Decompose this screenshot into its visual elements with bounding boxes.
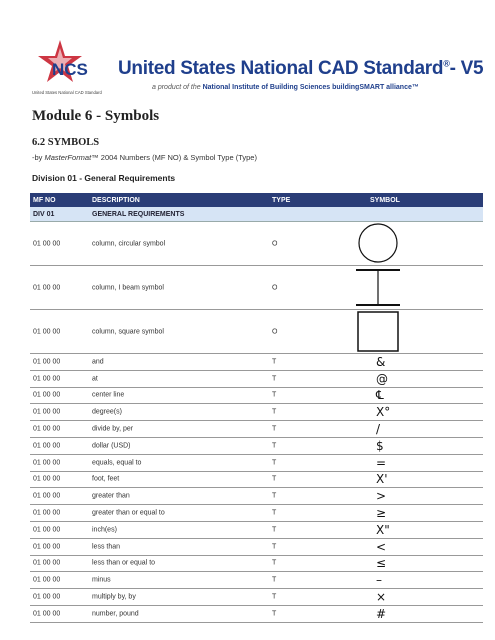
symbol-glyph: $ bbox=[376, 438, 384, 453]
type-cell: T bbox=[272, 358, 277, 366]
type-cell: T bbox=[272, 509, 277, 517]
table-row bbox=[30, 556, 483, 573]
table-row bbox=[30, 371, 483, 388]
description-cell: center line bbox=[92, 391, 125, 399]
header-symbol: SYMBOL bbox=[370, 196, 400, 204]
header-type: TYPE bbox=[272, 196, 291, 204]
table-row bbox=[30, 266, 483, 310]
type-cell: O bbox=[272, 240, 278, 247]
mf-no-cell: 01 00 00 bbox=[33, 284, 61, 291]
description-cell: minus bbox=[92, 576, 111, 584]
description-cell: foot, feet bbox=[92, 475, 120, 483]
mf-no-cell: 01 00 00 bbox=[33, 391, 61, 399]
logo-subtext: United States National CAD Standard bbox=[32, 90, 102, 95]
symbol-glyph: X" bbox=[376, 522, 390, 537]
mf-no-cell: 01 00 00 bbox=[33, 475, 61, 483]
description-cell: multiply by, by bbox=[92, 593, 136, 601]
symbol-glyph: @ bbox=[376, 371, 388, 386]
mf-no-cell: 01 00 00 bbox=[33, 509, 61, 517]
symbol-glyph: / bbox=[376, 422, 381, 437]
description-cell: column, circular symbol bbox=[92, 240, 166, 247]
description-cell: column, square symbol bbox=[92, 328, 164, 335]
type-cell: T bbox=[272, 593, 277, 601]
type-cell: T bbox=[272, 559, 277, 567]
circle-symbol-icon bbox=[352, 222, 402, 265]
description-cell: divide by, per bbox=[92, 425, 134, 433]
table-header bbox=[30, 193, 483, 207]
symbol-glyph: < bbox=[376, 539, 387, 554]
type-cell: O bbox=[272, 284, 278, 291]
square-symbol-icon bbox=[352, 310, 402, 353]
table-row bbox=[30, 222, 483, 266]
symbol-glyph: ℄ bbox=[376, 388, 384, 403]
table-row bbox=[30, 472, 483, 489]
description-cell: greater than bbox=[92, 492, 130, 500]
mf-no-cell: 01 00 00 bbox=[33, 559, 61, 567]
type-cell: T bbox=[272, 543, 277, 551]
description-cell: column, I beam symbol bbox=[92, 284, 164, 291]
table-row bbox=[30, 589, 483, 606]
type-cell: O bbox=[272, 328, 278, 335]
type-cell: T bbox=[272, 425, 277, 433]
section-title: 6.2 SYMBOLS bbox=[32, 137, 100, 148]
division-row bbox=[30, 207, 483, 222]
mf-no-cell: 01 00 00 bbox=[33, 425, 61, 433]
table-row bbox=[30, 455, 483, 472]
table-row bbox=[30, 388, 483, 405]
mf-no-cell: 01 00 00 bbox=[33, 442, 61, 450]
mf-no-cell: 01 00 00 bbox=[33, 240, 61, 247]
description-cell: degree(s) bbox=[92, 408, 122, 416]
type-cell: T bbox=[272, 492, 277, 500]
header-description: DESCRIPTION bbox=[92, 196, 140, 204]
symbol-glyph: – bbox=[376, 573, 382, 588]
division-code: DIV 01 bbox=[33, 210, 55, 218]
symbol-glyph: × bbox=[376, 590, 387, 605]
mf-no-cell: 01 00 00 bbox=[33, 526, 61, 534]
description-cell: less than or equal to bbox=[92, 559, 156, 567]
table-row bbox=[30, 310, 483, 354]
standard-title: United States National CAD Standard®- V5 bbox=[118, 58, 484, 79]
description-cell: number, pound bbox=[92, 610, 139, 618]
table-row bbox=[30, 354, 483, 371]
type-cell: T bbox=[272, 391, 277, 399]
mf-no-cell: 01 00 00 bbox=[33, 593, 61, 601]
by-line: -by MasterFormat™ 2004 Numbers (MF NO) & Symbol Type (Type) bbox=[32, 153, 257, 162]
document-header bbox=[30, 38, 484, 108]
mf-no-cell: 01 00 00 bbox=[33, 492, 61, 500]
symbol-glyph: ≥ bbox=[376, 506, 387, 521]
description-cell: and bbox=[92, 358, 104, 366]
logo-text: NCS bbox=[52, 60, 88, 79]
mf-no-cell: 01 00 00 bbox=[33, 459, 61, 467]
mf-no-cell: 01 00 00 bbox=[33, 610, 61, 618]
description-cell: inch(es) bbox=[92, 526, 117, 534]
type-cell: T bbox=[272, 442, 277, 450]
type-cell: T bbox=[272, 408, 277, 416]
symbol-glyph: ≤ bbox=[376, 556, 387, 571]
standard-subtitle: a product of the National Institute of Building Sciences buildingSMART alliance™ bbox=[152, 84, 419, 91]
type-cell: T bbox=[272, 610, 277, 618]
table-row bbox=[30, 539, 483, 556]
symbols-table bbox=[30, 193, 483, 623]
mf-no-cell: 01 00 00 bbox=[33, 375, 61, 383]
ibeam-symbol-icon bbox=[352, 266, 402, 309]
module-title: Module 6 - Symbols bbox=[32, 108, 160, 124]
table-row bbox=[30, 404, 483, 421]
symbol-glyph: X' bbox=[376, 472, 388, 487]
division-label: GENERAL REQUIREMENTS bbox=[92, 210, 185, 218]
division-title: Division 01 - General Requirements bbox=[32, 173, 176, 183]
description-cell: at bbox=[92, 375, 98, 383]
description-cell: less than bbox=[92, 543, 121, 551]
table-row bbox=[30, 438, 483, 455]
type-cell: T bbox=[272, 459, 277, 467]
type-cell: T bbox=[272, 526, 277, 534]
symbol-glyph: & bbox=[376, 354, 386, 369]
symbol-glyph: = bbox=[376, 455, 387, 470]
table-row bbox=[30, 488, 483, 505]
description-cell: greater than or equal to bbox=[92, 509, 165, 517]
table-row bbox=[30, 572, 483, 589]
table-row bbox=[30, 606, 483, 623]
table-body bbox=[30, 222, 483, 623]
mf-no-cell: 01 00 00 bbox=[33, 408, 61, 416]
symbol-glyph: > bbox=[376, 489, 387, 504]
type-cell: T bbox=[272, 375, 277, 383]
header-mf-no: MF NO bbox=[33, 196, 56, 204]
mf-no-cell: 01 00 00 bbox=[33, 576, 61, 584]
table-row bbox=[30, 505, 483, 522]
symbol-glyph: # bbox=[376, 606, 387, 621]
mf-no-cell: 01 00 00 bbox=[33, 358, 61, 366]
type-cell: T bbox=[272, 576, 277, 584]
description-cell: equals, equal to bbox=[92, 459, 142, 467]
type-cell: T bbox=[272, 475, 277, 483]
mf-no-cell: 01 00 00 bbox=[33, 328, 61, 335]
description-cell: dollar (USD) bbox=[92, 442, 131, 450]
table-row bbox=[30, 421, 483, 438]
mf-no-cell: 01 00 00 bbox=[33, 543, 61, 551]
table-row bbox=[30, 522, 483, 539]
ncs-logo bbox=[30, 38, 112, 100]
symbol-glyph: X° bbox=[376, 405, 391, 420]
